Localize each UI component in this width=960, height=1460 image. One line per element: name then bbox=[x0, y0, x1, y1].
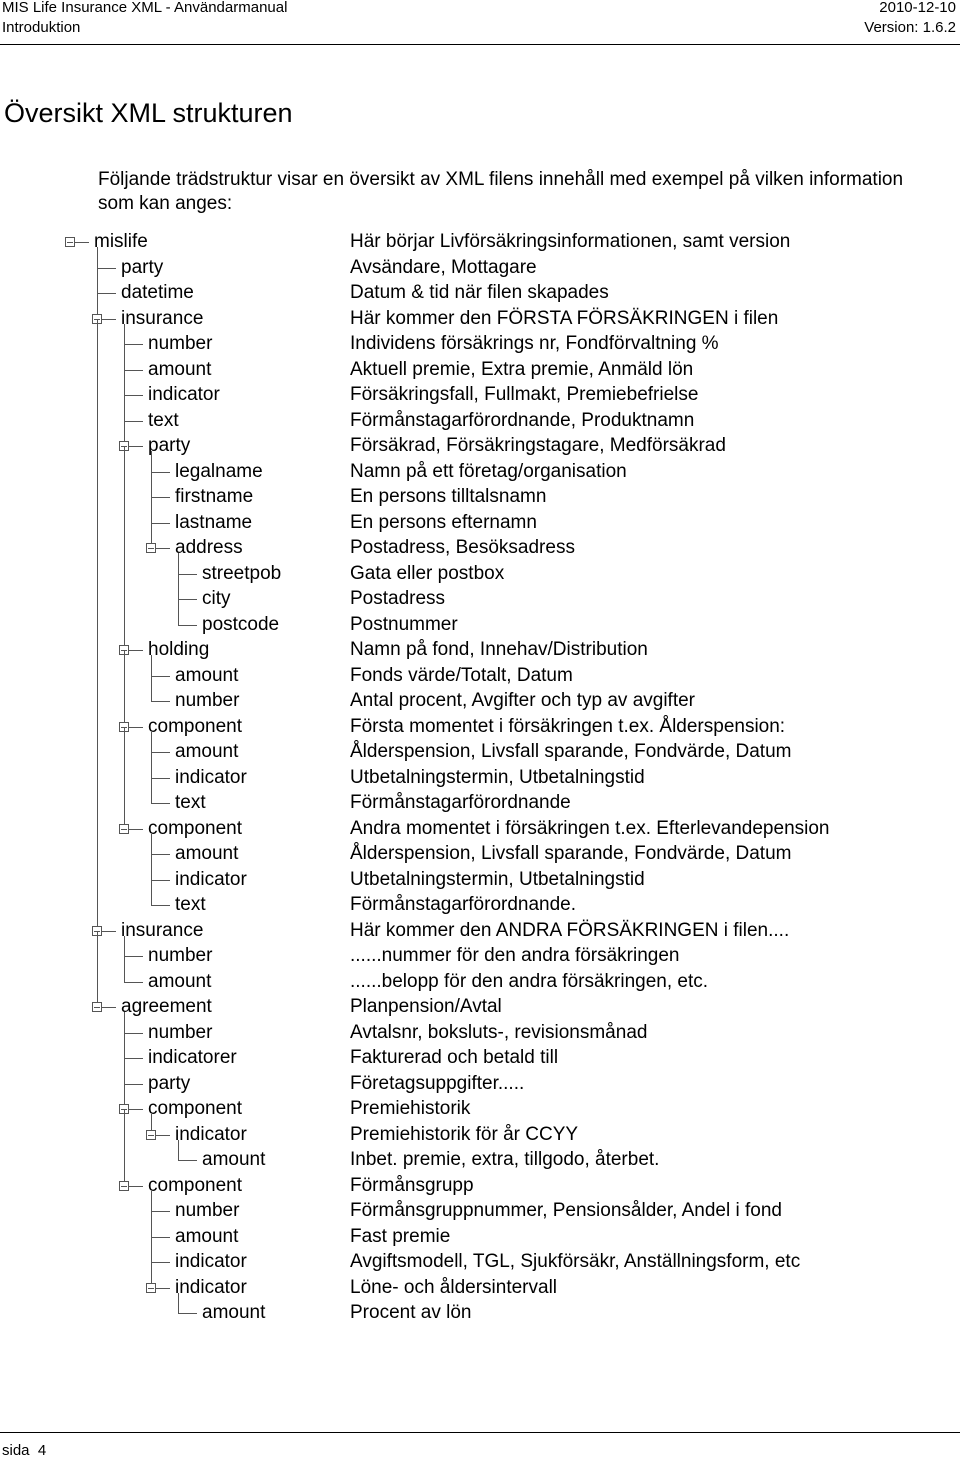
expand-collapse-icon[interactable] bbox=[119, 824, 129, 834]
tree-guide bbox=[178, 1140, 179, 1161]
tree-node-description: Premiehistorik bbox=[350, 1098, 471, 1119]
tree-node-name: number bbox=[148, 1021, 213, 1043]
tree-node-description: Första momentet i försäkringen t.ex. Ålderspension: bbox=[350, 715, 786, 737]
tree-node-description: Förmånstagarförordnande. bbox=[350, 894, 577, 915]
page-number: 4 bbox=[37, 1442, 47, 1459]
tree-node-description: Löne- och åldersintervall bbox=[350, 1276, 558, 1298]
tree-node-description: Försäkringsfall, Fullmakt, Premiebefrielse bbox=[350, 384, 699, 405]
tree-guide bbox=[124, 1012, 125, 1033]
tree-connector bbox=[178, 574, 197, 575]
tree-guide bbox=[178, 553, 179, 574]
tree-connector bbox=[151, 752, 170, 753]
tree-node-name: text bbox=[175, 894, 206, 915]
tree-guide bbox=[124, 956, 125, 982]
tree-node-description: Här kommer den ANDRA FÖRSÄKRINGEN i filen.... bbox=[350, 919, 790, 941]
tree-connector bbox=[151, 854, 170, 855]
tree-node-description: Förmånsgruppnummer, Pensionsålder, Andel i fond bbox=[350, 1200, 782, 1221]
tree-node-name: component bbox=[148, 715, 243, 737]
tree-guide bbox=[124, 1033, 125, 1059]
tree-node-description: Procent av lön bbox=[350, 1302, 472, 1323]
tree-node-name: amount bbox=[175, 664, 239, 686]
tree-node-name: legalname bbox=[175, 460, 263, 482]
header-section: Introduktion bbox=[2, 19, 81, 36]
tree-node-name: indicator bbox=[175, 1276, 247, 1298]
header-version: Version: 1.6.2 bbox=[864, 19, 956, 36]
tree-node-description: Försäkrad, Försäkringstagare, Medförsäkrad bbox=[350, 435, 726, 456]
tree-connector bbox=[124, 1084, 143, 1085]
tree-connector bbox=[151, 1211, 170, 1212]
tree-guide bbox=[97, 268, 98, 294]
tree-connector bbox=[151, 1262, 170, 1263]
tree-connector bbox=[124, 395, 143, 396]
tree-guide bbox=[151, 497, 152, 523]
tree-node-description: Fast premie bbox=[350, 1225, 451, 1247]
tree-node-description: Förmånsgrupp bbox=[350, 1174, 474, 1196]
tree-node-description: Avtalsnr, boksluts-, revisionsmånad bbox=[350, 1021, 648, 1043]
tree-guide bbox=[151, 854, 152, 880]
tree-connector bbox=[178, 1160, 197, 1161]
tree-node-description: Planpension/Avtal bbox=[350, 996, 502, 1017]
tree-guide bbox=[124, 1109, 125, 1186]
tree-connector bbox=[124, 982, 143, 983]
tree-node-name: lastname bbox=[175, 511, 253, 533]
tree-connector bbox=[97, 268, 116, 269]
tree-node-description: Avsändare, Mottagare bbox=[350, 256, 537, 278]
tree-node-name: party bbox=[148, 1072, 191, 1094]
footer-divider bbox=[0, 1432, 960, 1433]
expand-collapse-icon[interactable] bbox=[92, 1002, 102, 1012]
tree-connector bbox=[124, 344, 143, 345]
tree-node-name: mislife bbox=[94, 231, 148, 252]
tree-node-name: text bbox=[148, 409, 179, 431]
tree-guide bbox=[124, 446, 125, 650]
tree-node-description: Inbet. premie, extra, tillgodo, återbet. bbox=[350, 1149, 660, 1170]
tree-node-name: amount bbox=[175, 741, 239, 762]
tree-node-name: insurance bbox=[121, 307, 204, 329]
tree-node-name: address bbox=[175, 537, 243, 558]
header-date: 2010-12-10 bbox=[879, 0, 956, 16]
tree-node-description: Postadress, Besöksadress bbox=[350, 537, 575, 558]
tree-node-description: Premiehistorik för år CCYY bbox=[350, 1123, 579, 1145]
tree-guide bbox=[151, 732, 152, 753]
tree-node-description: Postadress bbox=[350, 588, 446, 609]
tree-node-description: Namn på ett företag/organisation bbox=[350, 460, 627, 482]
tree-connector bbox=[151, 497, 170, 498]
tree-connector bbox=[151, 803, 170, 804]
tree-guide bbox=[124, 344, 125, 370]
tree-guide bbox=[124, 324, 125, 345]
tree-node-name: number bbox=[175, 690, 240, 711]
expand-collapse-icon[interactable] bbox=[146, 1283, 156, 1293]
tree-node-name: indicatorer bbox=[148, 1047, 237, 1068]
tree-node-name: amount bbox=[202, 1302, 266, 1323]
tree-guide bbox=[178, 574, 179, 600]
tree-node-description: En persons efternamn bbox=[350, 511, 537, 533]
page-footer bbox=[2, 1442, 46, 1460]
expand-collapse-icon[interactable] bbox=[146, 543, 156, 553]
tree-node-name: amount bbox=[175, 1225, 239, 1247]
tree-connector bbox=[151, 523, 170, 524]
tree-node-description: Utbetalningstermin, Utbetalningstid bbox=[350, 766, 645, 788]
tree-node-description: Gata eller postbox bbox=[350, 562, 505, 584]
tree-node-name: component bbox=[148, 1098, 243, 1119]
tree-connector bbox=[124, 370, 143, 371]
intro-paragraph: Följande trädstruktur visar en översikt av XML filens innehåll med exempel på vilken information som kan anges: bbox=[98, 169, 904, 214]
tree-node-name: postcode bbox=[202, 613, 280, 635]
tree-node-description: Postnummer bbox=[350, 613, 458, 635]
tree-node-name: number bbox=[148, 333, 213, 354]
tree-node-description: Företagsuppgifter..... bbox=[350, 1072, 525, 1094]
tree-connector bbox=[151, 778, 170, 779]
tree-guide bbox=[97, 247, 98, 268]
tree-connector bbox=[124, 1033, 143, 1034]
tree-node-description: Namn på fond, Innehav/Distribution bbox=[350, 639, 648, 660]
tree-node-name: amount bbox=[148, 970, 212, 992]
tree-node-name: indicator bbox=[175, 766, 247, 788]
tree-node-name: insurance bbox=[121, 919, 204, 941]
tree-node-name: party bbox=[148, 435, 191, 456]
tree-guide bbox=[151, 752, 152, 778]
tree-guide bbox=[151, 472, 152, 498]
tree-node-name: indicator bbox=[175, 1251, 247, 1272]
tree-node-description: Förmånstagarförordnande, Produktnamn bbox=[350, 409, 695, 431]
header-title: MIS Life Insurance XML - Användarmanual bbox=[2, 0, 288, 16]
tree-node-description: Ålderspension, Livsfall sparande, Fondvärde, Datum bbox=[350, 741, 792, 762]
tree-guide bbox=[124, 395, 125, 421]
tree-connector bbox=[151, 472, 170, 473]
expand-collapse-icon[interactable] bbox=[146, 1130, 156, 1140]
tree-node-description: Ålderspension, Livsfall sparande, Fondvärde, Datum bbox=[350, 843, 792, 864]
tree-node-name: amount bbox=[202, 1149, 266, 1170]
tree-node-name: text bbox=[175, 792, 206, 813]
tree-guide bbox=[151, 1237, 152, 1263]
tree-node-description: Här börjar Livförsäkringsinformationen, samt version bbox=[350, 231, 791, 252]
tree-node-name: indicator bbox=[175, 868, 247, 890]
tree-connector bbox=[178, 599, 197, 600]
tree-node-name: holding bbox=[148, 639, 210, 660]
tree-node-description: Fonds värde/Totalt, Datum bbox=[350, 664, 573, 686]
tree-connector bbox=[178, 1313, 197, 1314]
tree-guide bbox=[151, 1211, 152, 1237]
tree-connector bbox=[178, 625, 197, 626]
tree-guide bbox=[178, 599, 179, 625]
tree-node-name: datetime bbox=[121, 282, 194, 303]
tree-guide bbox=[124, 650, 125, 727]
tree-connector bbox=[151, 905, 170, 906]
tree-guide bbox=[124, 727, 125, 829]
tree-node-name: amount bbox=[148, 358, 212, 380]
tree-connector bbox=[151, 880, 170, 881]
tree-node-name: amount bbox=[175, 843, 239, 864]
tree-guide bbox=[151, 655, 152, 676]
tree-guide bbox=[124, 370, 125, 396]
tree-guide bbox=[151, 676, 152, 702]
tree-node-name: component bbox=[148, 817, 243, 839]
tree-node-description: Individens försäkrings nr, Fondförvaltning % bbox=[350, 333, 719, 354]
tree-node-description: Förmånstagarförordnande bbox=[350, 792, 571, 813]
tree-connector bbox=[124, 956, 143, 957]
tree-guide bbox=[97, 931, 98, 1008]
tree-node-description: Aktuell premie, Extra premie, Anmäld lön bbox=[350, 358, 694, 380]
tree-guide bbox=[151, 451, 152, 472]
page-label: sida bbox=[2, 1442, 30, 1459]
tree-connector bbox=[97, 293, 116, 294]
tree-node-description: Fakturerad och betald till bbox=[350, 1047, 559, 1068]
tree-node-description: ......belopp för den andra försäkringen, etc. bbox=[350, 970, 709, 992]
tree-node-name: streetpob bbox=[202, 562, 282, 584]
tree-node-description: Andra momentet i försäkringen t.ex. Efterlevandepension bbox=[350, 817, 830, 839]
tree-connector bbox=[151, 701, 170, 702]
header-divider bbox=[0, 44, 960, 45]
tree-connector bbox=[151, 676, 170, 677]
tree-node-description: Utbetalningstermin, Utbetalningstid bbox=[350, 868, 645, 890]
tree-guide bbox=[151, 880, 152, 906]
tree-node-description: En persons tilltalsnamn bbox=[350, 486, 547, 507]
tree-node-name: number bbox=[148, 945, 213, 966]
tree-node-description: ......nummer för den andra försäkringen bbox=[350, 945, 680, 966]
tree-guide bbox=[151, 778, 152, 804]
tree-node-name: agreement bbox=[121, 996, 212, 1017]
tree-guide bbox=[178, 1293, 179, 1314]
tree-guide bbox=[97, 319, 98, 931]
page-heading: Översikt XML strukturen bbox=[4, 98, 293, 128]
tree-node-name: city bbox=[202, 588, 231, 609]
tree-node-name: firstname bbox=[175, 486, 254, 507]
tree-guide bbox=[151, 834, 152, 855]
tree-node-name: component bbox=[148, 1174, 243, 1196]
tree-node-description: Antal procent, Avgifter och typ av avgifter bbox=[350, 690, 696, 711]
expand-collapse-icon[interactable] bbox=[65, 237, 75, 247]
tree-node-description: Här kommer den FÖRSTA FÖRSÄKRINGEN i filen bbox=[350, 307, 779, 329]
tree-connector bbox=[124, 421, 143, 422]
tree-guide bbox=[124, 936, 125, 957]
tree-node-name: number bbox=[175, 1200, 240, 1221]
tree-node-name: indicator bbox=[175, 1123, 247, 1145]
tree-connector bbox=[124, 1058, 143, 1059]
tree-node-description: Datum & tid när filen skapades bbox=[350, 282, 609, 303]
tree-connector bbox=[151, 1237, 170, 1238]
expand-collapse-icon[interactable] bbox=[119, 1181, 129, 1191]
tree-guide bbox=[151, 1191, 152, 1212]
tree-node-description: Avgiftsmodell, TGL, Sjukförsäkr, Anställningsform, etc bbox=[350, 1251, 801, 1272]
tree-node-name: indicator bbox=[148, 384, 220, 405]
tree-node-name: party bbox=[121, 256, 164, 278]
tree-guide bbox=[124, 1058, 125, 1084]
